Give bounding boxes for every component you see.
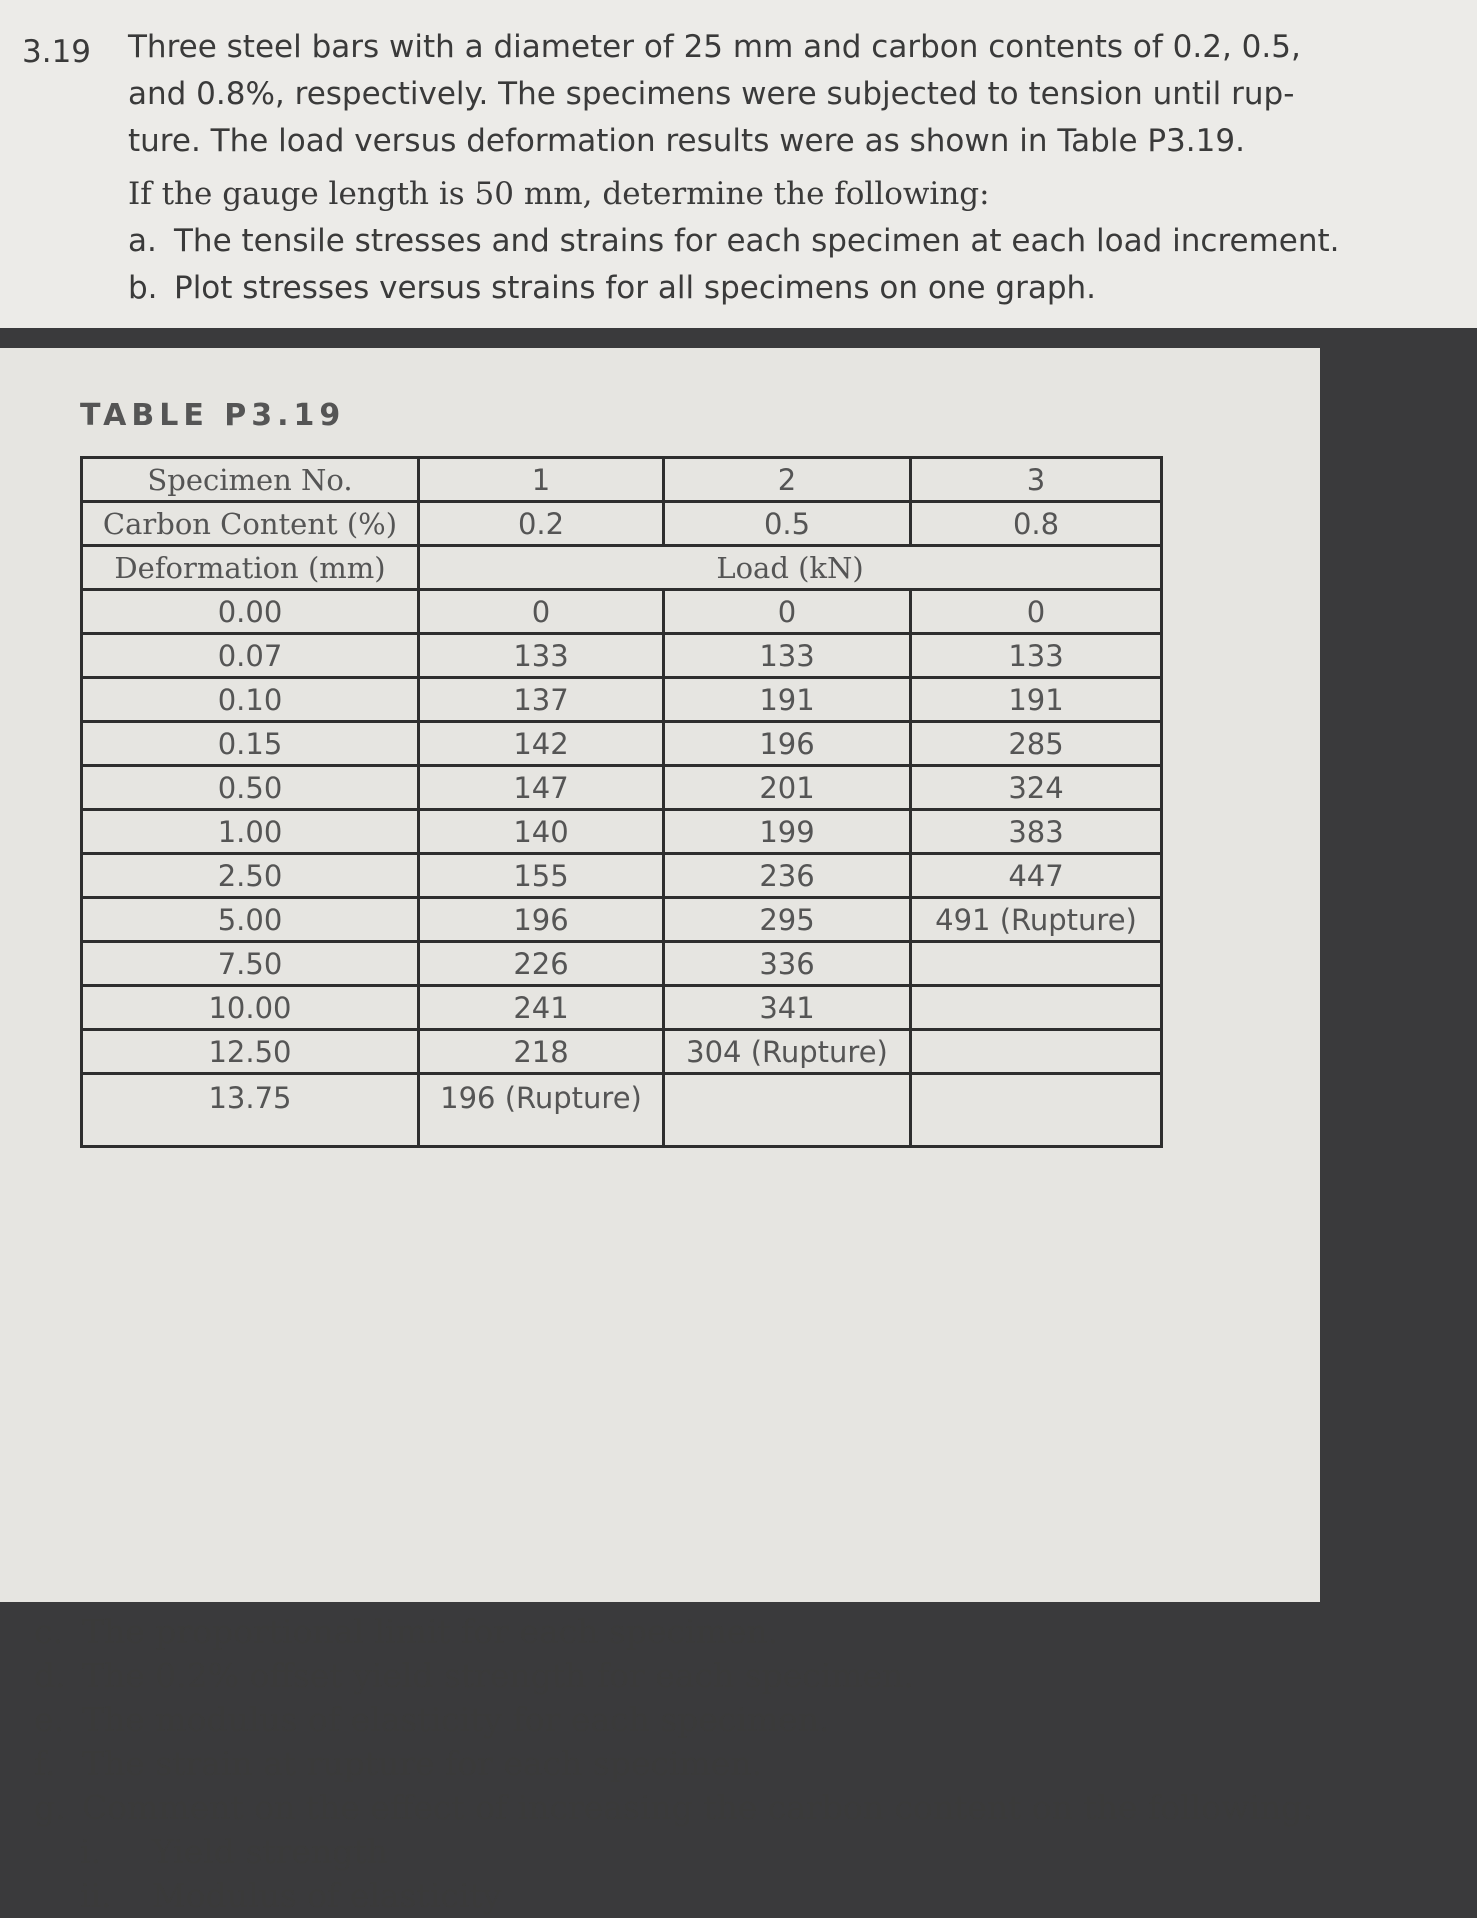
specimen-label: Specimen No. (82, 458, 419, 502)
part-letter: b. (128, 270, 158, 306)
load-cell: 140 (419, 810, 664, 854)
deformation-cell: 1.00 (82, 810, 419, 854)
deformation-cell: 13.75 (82, 1074, 419, 1147)
load-cell: 218 (419, 1030, 664, 1074)
problem-number: 3.19 (22, 34, 92, 70)
load-cell: 226 (419, 942, 664, 986)
load-cell: 491 (Rupture) (911, 898, 1162, 942)
subquestion-numeral: i. (80, 1832, 102, 1871)
table-row (82, 854, 1162, 898)
deformation-cell: 0.10 (82, 678, 419, 722)
question-text: The strain at rupture for each specimen. (82, 1744, 763, 1783)
table-row (82, 722, 1162, 766)
question-e (34, 1698, 1314, 1742)
load-cell: 133 (911, 634, 1162, 678)
load-cell: 147 (419, 766, 664, 810)
deformation-cell: 0.15 (82, 722, 419, 766)
problem-line: Three steel bars with a diameter of 25 mm and carbon contents of 0.2, 0.5, (128, 29, 1301, 65)
load-cell: 0 (419, 590, 664, 634)
load-cell: 447 (911, 854, 1162, 898)
specimen-row (82, 458, 1162, 502)
question-f (34, 1742, 1314, 1786)
part-b (128, 265, 1458, 312)
subquestion-numeral: ii. (80, 1876, 112, 1915)
specimen-number: 2 (664, 458, 911, 502)
subquestion-text: Modulus of elasticity (152, 1876, 502, 1915)
question-letter: c. (34, 1612, 63, 1651)
specimen-number: 3 (911, 458, 1162, 502)
deformation-cell: 0.07 (82, 634, 419, 678)
load-cell: 201 (664, 766, 911, 810)
part-text: The tensile stresses and strains for each specimen at each load increment. (174, 223, 1340, 259)
load-cell: 199 (664, 810, 911, 854)
table-row (82, 1074, 1162, 1147)
question-letter: e. (34, 1700, 65, 1739)
carbon-label: Carbon Content (%) (82, 502, 419, 546)
problem-statement-panel (0, 0, 1477, 328)
problem-line: and 0.8%, respectively. The specimens were subjected to tension until rup- (128, 76, 1295, 112)
load-cell: 295 (664, 898, 911, 942)
load-cell (664, 1074, 911, 1147)
carbon-value: 0.8 (911, 502, 1162, 546)
table-row (82, 810, 1162, 854)
carbon-row (82, 502, 1162, 546)
unit-row (82, 546, 1162, 590)
load-cell (911, 1030, 1162, 1074)
problem-instruction: If the gauge length is 50 mm, determine the following: (128, 176, 990, 212)
subquestion-text: Yield strength (152, 1832, 388, 1871)
deformation-label: Deformation (mm) (82, 546, 419, 590)
load-cell: 236 (664, 854, 911, 898)
deformation-cell: 0.50 (82, 766, 419, 810)
questions-list (34, 1610, 1314, 1918)
table-row (82, 678, 1162, 722)
question-letter: g. (34, 1788, 66, 1827)
load-cell: 341 (664, 986, 911, 1030)
table-row (82, 1030, 1162, 1074)
load-cell: 0 (911, 590, 1162, 634)
load-cell (911, 1074, 1162, 1147)
load-cell: 241 (419, 986, 664, 1030)
load-cell: 133 (664, 634, 911, 678)
load-cell: 196 (419, 898, 664, 942)
deformation-cell: 7.50 (82, 942, 419, 986)
deformation-cell: 12.50 (82, 1030, 419, 1074)
table-row (82, 590, 1162, 634)
table-row (82, 986, 1162, 1030)
table-row (82, 942, 1162, 986)
question-text: The modulus of elasticity for each specimen. (82, 1700, 830, 1739)
load-label: Load (kN) (419, 546, 1162, 590)
question-c (34, 1610, 1314, 1654)
table-row (82, 634, 1162, 678)
load-cell: 324 (911, 766, 1162, 810)
load-cell (911, 986, 1162, 1030)
load-cell: 142 (419, 722, 664, 766)
load-cell: 196 (Rupture) (419, 1074, 664, 1147)
load-cell: 304 (Rupture) (664, 1030, 911, 1074)
table-row (82, 766, 1162, 810)
load-cell: 137 (419, 678, 664, 722)
load-cell: 133 (419, 634, 664, 678)
question-text: The 0.2% offset yield strength for each specimen. (82, 1656, 914, 1695)
carbon-value: 0.2 (419, 502, 664, 546)
load-deformation-table (80, 456, 1163, 1148)
load-cell: 285 (911, 722, 1162, 766)
part-letter: a. (128, 223, 157, 259)
question-text: The proportional limit for each specimen. (82, 1612, 779, 1651)
load-cell: 336 (664, 942, 911, 986)
question-g (34, 1786, 1314, 1830)
load-cell: 0 (664, 590, 911, 634)
subquestion-i (34, 1830, 1314, 1874)
deformation-cell: 0.00 (82, 590, 419, 634)
table-title: TABLE P3.19 (80, 398, 346, 433)
deformation-cell: 10.00 (82, 986, 419, 1030)
part-text: Plot stresses versus strains for all specimens on one graph. (174, 270, 1097, 306)
load-cell (911, 942, 1162, 986)
subquestion-ii (34, 1874, 1314, 1918)
question-text: Comment on the effect of increasing the carbon content on the following: (82, 1788, 1314, 1827)
load-cell: 196 (664, 722, 911, 766)
load-cell: 191 (664, 678, 911, 722)
deformation-cell: 2.50 (82, 854, 419, 898)
deformation-cell: 5.00 (82, 898, 419, 942)
table-row (82, 898, 1162, 942)
table-page (0, 348, 1320, 1915)
question-letter: f. (34, 1744, 56, 1783)
carbon-value: 0.5 (664, 502, 911, 546)
load-cell: 155 (419, 854, 664, 898)
load-cell: 191 (911, 678, 1162, 722)
load-cell: 383 (911, 810, 1162, 854)
problem-line: ture. The load versus deformation results were as shown in Table P3.19. (128, 123, 1245, 159)
question-d (34, 1654, 1314, 1698)
problem-text (128, 24, 1458, 312)
specimen-number: 1 (419, 458, 664, 502)
question-letter: d. (34, 1656, 66, 1695)
part-a (128, 218, 1458, 265)
